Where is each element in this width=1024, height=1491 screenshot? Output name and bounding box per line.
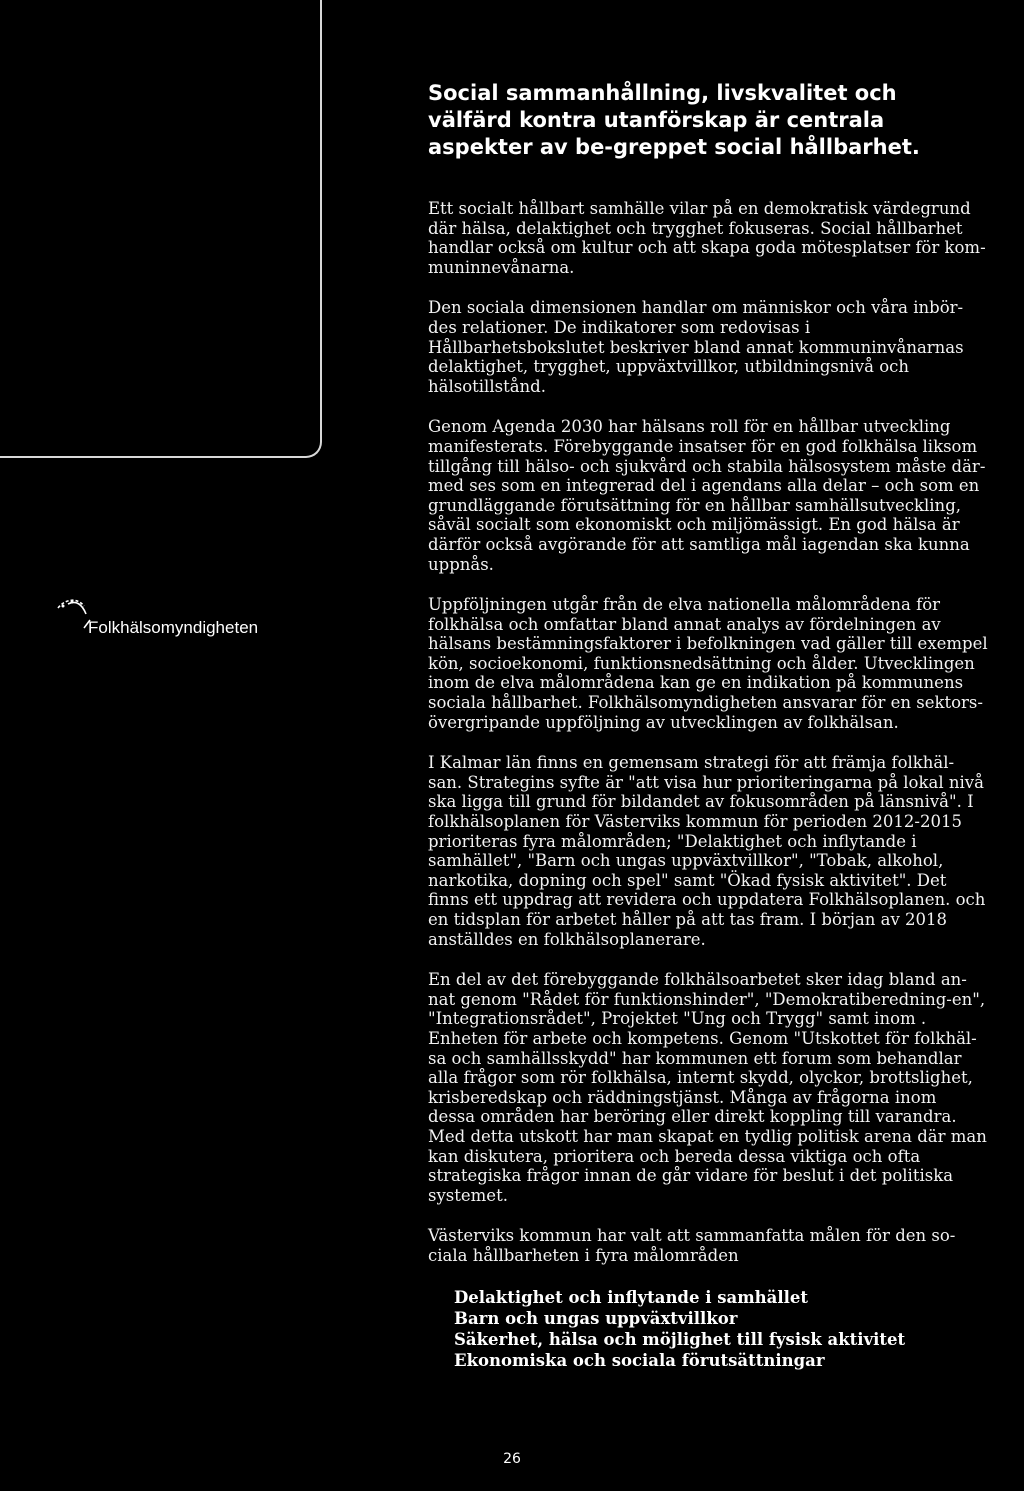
paragraph-6: En del av det förebyggande folkhälsoarbetet sker idag bland an-nat genom "Rådet för funktionshinder", "Demokratiberedning-en", "Integrationsrådet", Projektet "Ung och Trygg" samt inom . Enheten för arbete och kompetens. Genom "Utskottet för folkhäl-sa och samhällsskydd" har kommunen ett forum som behandlar alla frågor som rör folkhälsa, internt skydd, olyckor, brottslighet, krisberedskap och räddningstjänst. Många av frågorna inom dessa områden har beröring eller direkt koppling till varandra. Med detta utskott har man skapat en tydlig politisk arena där man kan diskutera, prioritera och bereda dessa viktiga och ofta strategiska frågor innan de går vidare för beslut i det politiska systemet. [428,970,987,1205]
paragraph-4: Uppföljningen utgår från de elva nationella målområdena för folkhälsa och omfattar bland annat analys av fördelningen av hälsans bestämningsfaktorer i befolkningen vad gäller till exempel kön, socioekonomi, funktionsnedsättning och ålder. Utvecklingen inom de elva målområdena kan ge en indikation på kommunens sociala hållbarhet. Folkhälsomyndigheten ansvarar för en sektors-övergripande uppföljning av utvecklingen av folkhälsan. [428,595,988,732]
paragraph-7: Västerviks kommun har valt att sammanfatta målen för den so-ciala hållbarheten i fyra målområden [428,1226,956,1265]
goal-item: Säkerhet, hälsa och möjlighet till fysisk aktivitet [454,1329,906,1349]
paragraph-2: Den sociala dimensionen handlar om människor och våra inbör-des relationer. De indikatorer som redovisas i Hållbarhetsbokslutet beskriver bland annat kommuninvånarnas delaktighet, trygghet, uppväxtvillkor, utbildningsnivå och hälsotillstånd. [428,298,964,396]
image-frame [0,0,322,458]
logo-text: Folkhälsomyndigheten [88,618,259,637]
goal-item: Delaktighet och inflytande i samhället [454,1287,809,1307]
goal-item: Barn och ungas uppväxtvillkor [454,1308,738,1328]
body-text [428,199,988,1371]
goal-item: Ekonomiska och sociala förutsättningar [454,1350,825,1370]
page-heading: Social sammanhållning, livskvalitet och välfärd kontra utanförskap är centrala aspekter av be-greppet social hållbarhet. [428,81,920,159]
paragraph-1: Ett socialt hållbart samhälle vilar på en demokratisk värdegrund där hälsa, delaktighet och trygghet fokuseras. Social hållbarhet handlar också om kultur och att skapa goda mötesplatser för kom-muninnevånarna. [428,199,986,277]
goal-list [454,1287,988,1371]
page-number: 26 [503,1451,521,1467]
paragraph-5: I Kalmar län finns en gemensam strategi för att främja folkhäl-san. Strategins syfte är "att visa hur prioriteringarna på lokal nivå ska ligga till grund för bildandet av fokusområden på länsnivå". I folkhälsoplanen för Västerviks kommun för perioden 2012-2015 prioriteras fyra målområden; "Delaktighet och inflytande i samhället", "Barn och ungas uppväxtvillkor", "Tobak, alkohol, narkotika, dopning och spel" samt "Ökad fysisk aktivitet". Det finns ett uppdrag att revidera och uppdatera Folkhälsoplanen. och en tidsplan för arbetet håller på att tas fram. I början av 2018 anställdes en folkhälsoplanerare. [428,753,986,949]
paragraph-3: Genom Agenda 2030 har hälsans roll för en hållbar utveckling manifesterats. Förebyggande insatser för en god folkhälsa liksom tillgång till hälso- och sjukvård och stabila hälsosystem måste där-med ses som en integrerad del i agendans alla delar – och som en grundläggande förutsättning för en hållbar samhällsutveckling, såväl socialt som ekonomiskt och miljömässigt. En god hälsa är därför också avgörande för att samtliga mål iagendan ska kunna uppnås. [428,417,986,574]
